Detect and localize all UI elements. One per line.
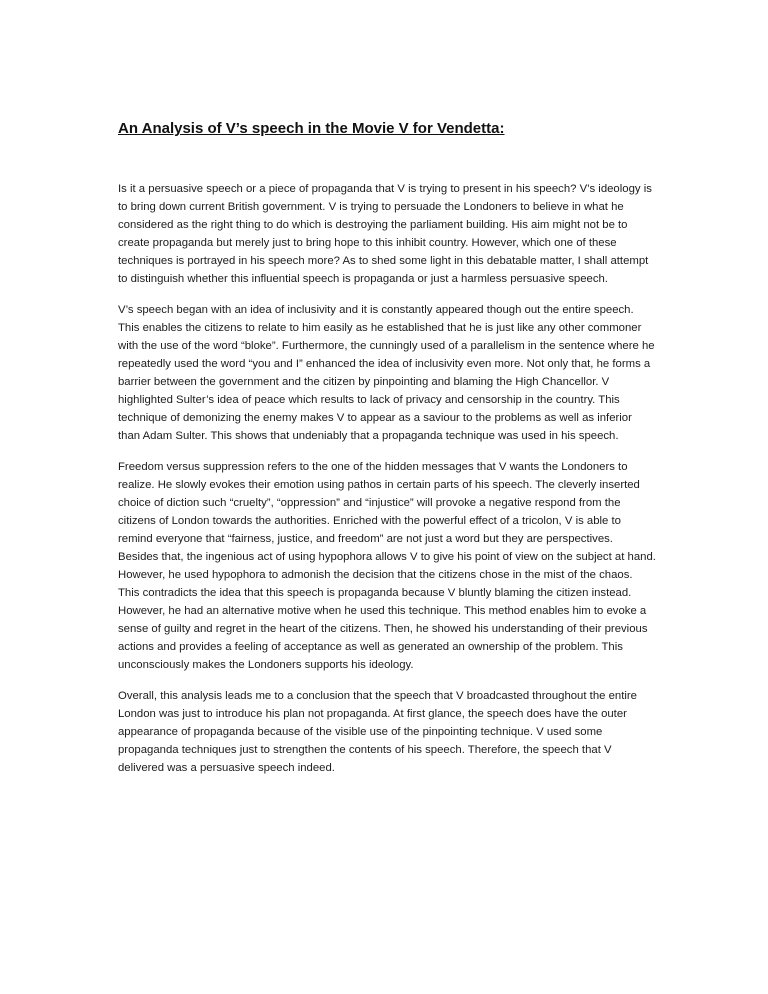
document-title: An Analysis of V’s speech in the Movie V for Vendetta: — [118, 120, 505, 137]
paragraph-conclusion: Overall, this analysis leads me to a conclusion that the speech that V broadcasted throughout the entire London was just to introduce his plan not propaganda. At first glance, the speech does have the outer appearance of propaganda because of the visible use of the pinpointing technique. V used some propaganda techniques just to strengthen the contents of his speech. Therefore, the speech that V delivered was a persuasive speech indeed. — [118, 690, 637, 774]
paragraph-introduction: Is it a persuasive speech or a piece of propaganda that V is trying to present in his speech? V’s ideology is to bring down current British government. V is trying to persuade the Londoners to believe in what he considered as the right thing to do which is destroying the parliament building. His aim might not be to create propaganda but merely just to bring hope to this inhibit country. However, which one of these techniques is portrayed in his speech more? As to shed some light in this debatable matter, I shall attempt to distinguish whether this influential speech is propaganda or just a harmless persuasive speech. — [118, 183, 652, 285]
paragraph-freedom-vs-suppression: Freedom versus suppression refers to the one of the hidden messages that V wants the Londoners to realize. He slowly evokes their emotion using pathos in certain parts of his speech. The cleverly inserted choice of diction such “cruelty”, “oppression” and “injustice” will provoke a negative respond from the citizens of London towards the authorities. Enriched with the powerful effect of a tricolon, V is able to remind everyone that “fairness, justice, and freedom” are not just a word but they are perspectives. Besides that, the ingenious act of using hypophora allows V to give his point of view on the subject at hand. However, he used hypophora to admonish the decision that the citizens chose in the mist of the chaos. This contradicts the idea that this speech is propaganda because V bluntly blaming the citizen instead. However, he had an alternative motive when he used this technique. This method enables him to evoke a sense of guilty and regret in the heart of the citizens. Then, he showed his understanding of their previous actions and provides a feeling of acceptance as well as generated an ownership of the problem. This unconsciously makes the Londoners supports his ideology. — [118, 461, 656, 671]
paragraph-inclusivity: V’s speech began with an idea of inclusivity and it is constantly appeared though out the entire speech. This enables the citizens to relate to him easily as he established that he is just like any other commoner with the use of the word “bloke”. Furthermore, the cunningly used of a parallelism in the sentence where he repeatedly used the word “you and I” enhanced the idea of inclusivity even more. Not only that, he forms a barrier between the government and the citizen by pinpointing and blaming the High Chancellor. V highlighted Sulter’s idea of peace which results to lack of privacy and censorship in the country. This technique of demonizing the enemy makes V to appear as a saviour to the problems as well as inferior than Adam Sulter. This shows that undeniably that a propaganda technique was used in his speech. — [118, 304, 655, 442]
document-body — [118, 180, 656, 790]
